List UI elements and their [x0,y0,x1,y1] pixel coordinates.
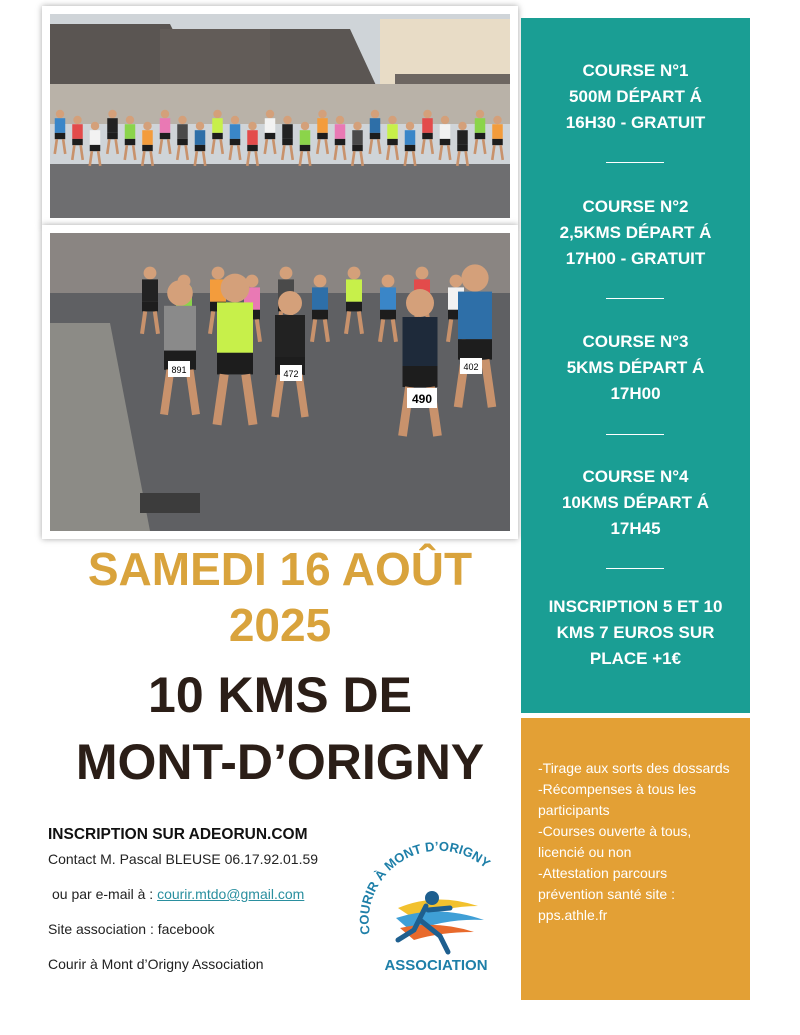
svg-text:472: 472 [283,369,299,379]
course-schedule-panel [521,18,750,713]
association-logo [356,836,516,976]
email-line: ou par e-mail à : courir.mtdo@gmail.com [52,886,305,902]
benefit-item: -Courses ouverte à tous, licencié ou non [538,823,692,860]
svg-text:402: 402 [463,362,479,372]
event-title-line2: MONT-D’ORIGNY [75,734,485,790]
benefit-item: -Récompenses à tous les participants [538,781,696,818]
registration-heading: INSCRIPTION SUR ADEORUN.COM [48,826,308,843]
event-year: 2025 [228,599,332,651]
bib [168,361,190,377]
association-site: Site association : facebook [48,921,215,937]
race-photo-bottom [42,225,518,539]
bib [280,365,302,381]
course-1: COURSE N°1 500M DÉPART Á 16H30 - GRATUIT [565,61,706,132]
bib [407,388,437,408]
separator [606,162,664,163]
benefits-panel [521,718,750,1000]
benefit-item: -Tirage aux sorts des dossards [538,760,730,776]
inscription-price: INSCRIPTION 5 ET 10 KMS 7 EUROS SUR PLACE +1€ [548,597,723,668]
course-2: COURSE N°2 2,5KMS DÉPART Á 17H00 - GRATUIT [559,197,712,268]
race-photo-top [42,6,518,226]
separator [606,434,664,435]
event-date: SAMEDI 16 AOÛT [87,543,473,595]
benefit-item: -Attestation parcours prévention santé site : pps.athle.fr [538,865,675,923]
email-link[interactable]: courir.mtdo@gmail.com [157,886,305,902]
svg-text:ASSOCIATION: ASSOCIATION [384,957,488,974]
svg-text:891: 891 [171,365,187,375]
separator [606,298,664,299]
bib [460,358,482,374]
contact-person: Contact M. Pascal BLEUSE 06.17.92.01.59 [48,851,319,867]
association-name: Courir à Mont d’Origny Association [48,956,264,972]
svg-text:490: 490 [411,392,433,406]
course-4: COURSE N°4 10KMS DÉPART Á 17H45 [561,467,710,538]
svg-text:COURIR À MONT D’ORIGNY: COURIR À MONT D’ORIGNY [356,838,494,936]
separator [606,568,664,569]
event-title-line1: 10 KMS DE [148,667,412,723]
course-3: COURSE N°3 5KMS DÉPART Á 17H00 [566,332,705,403]
